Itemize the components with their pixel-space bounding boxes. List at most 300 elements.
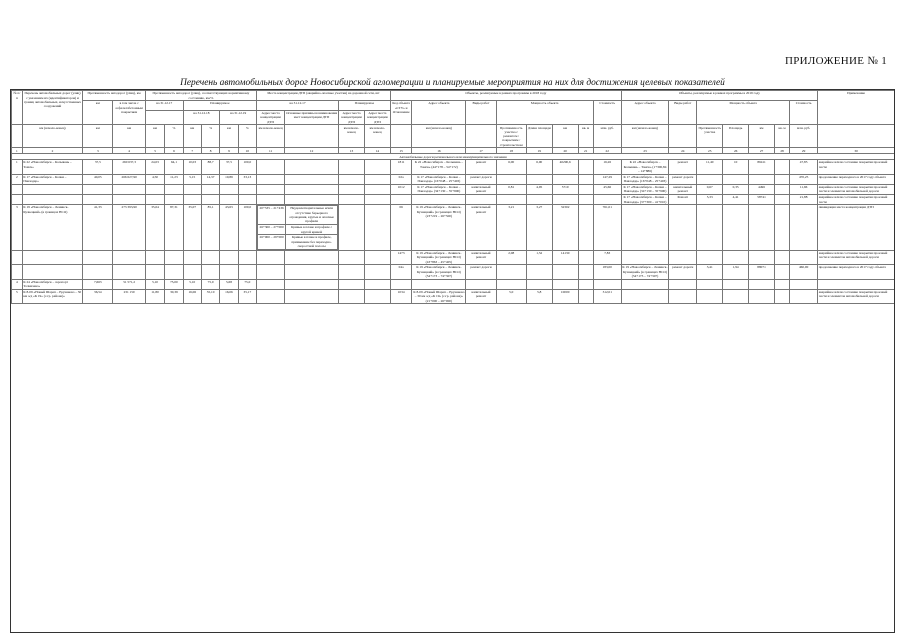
object-address-2019 [621, 279, 668, 289]
cost-2019: 460,00 [790, 265, 818, 279]
unit-cell: кв. м [578, 125, 593, 148]
column-number: 12 [285, 148, 339, 154]
hdr-capacity-2018: Мощность объекта [496, 101, 593, 125]
work-type-2019 [669, 279, 697, 289]
capacity-area-2018: 32302 [552, 205, 578, 250]
column-number: 22 [593, 148, 621, 154]
note: аварийное и/или состояние покрытия проезжей части [818, 160, 895, 174]
capacity-length-2018 [496, 174, 526, 184]
table-row [12, 194, 895, 204]
row-number: 4 [12, 279, 23, 289]
capacity-length-2018: 0,81 [496, 184, 526, 194]
capacity-extra-2019 [774, 289, 789, 303]
cost-2018: 45,66 [593, 184, 621, 194]
work-type-2018: капитальный ремонт [466, 184, 496, 194]
km-2019 [220, 265, 238, 279]
capacity-area-2019: 4496 [749, 184, 775, 194]
capacity-area-2019 [749, 289, 775, 303]
length-km: 37,5 [83, 160, 113, 174]
dtp-address [257, 289, 285, 303]
unit-cell [285, 125, 339, 148]
capacity-length-2019 [697, 174, 723, 184]
pct-2017 [165, 194, 183, 204]
cost-2018: 7,83 [593, 250, 621, 264]
cost-2019 [790, 289, 818, 303]
asphalt-length: 51 571,2 [113, 279, 145, 289]
cost-2018 [593, 279, 621, 289]
km-2017: 11,80 [145, 289, 164, 303]
capacity-length-2018 [496, 265, 526, 279]
road-name [22, 250, 82, 264]
unit-cell [669, 125, 697, 148]
object-address-2018: К 8-09 «Новый Шарап – Ерунаково – 30 км а/д «К 19» (с.гр. района)» (21+000 – 26+000) [413, 290, 465, 303]
capacity-width-2019 [723, 205, 749, 250]
capacity-extra-2018 [578, 250, 593, 264]
work-type-2018 [466, 279, 496, 289]
work-type-2018: ремонт дороги [466, 265, 496, 279]
capacity-width-2018: 5,8 [526, 289, 552, 303]
column-number: 29 [790, 148, 818, 154]
capacity-length-2019: 11,40 [697, 160, 723, 174]
note: аварийное и/или состояние покрытия проезжей части и элементов автомобильной дороги [818, 289, 895, 303]
dtp-addr-2018 [339, 279, 365, 289]
dtp-addr-2018 [339, 194, 365, 204]
table-row [12, 160, 895, 174]
column-number: 25 [697, 148, 723, 154]
object-code-2018: 04а [390, 265, 412, 279]
km-2017: 35,04 [145, 205, 164, 250]
km-2019 [220, 194, 238, 204]
unit-cell: км [220, 125, 238, 148]
length-km: 36,54 [83, 289, 113, 303]
dtp-addr-2019 [364, 265, 390, 279]
row-number: 2 [12, 174, 23, 184]
unit-cell [818, 125, 895, 148]
capacity-width-2018 [526, 194, 552, 204]
dtp-addr-2018 [339, 250, 365, 264]
column-number: 6 [165, 148, 183, 154]
object-address-2018 [412, 279, 466, 289]
hdr-km17-blank [145, 110, 183, 124]
km-2018 [183, 194, 201, 204]
capacity-length-2019: 0,67 [697, 184, 723, 194]
length-km: 7,663 [83, 279, 113, 289]
km-2019: 43,63 [220, 205, 238, 250]
row-number: 3 [12, 205, 23, 250]
hdr-note: Примечание [818, 91, 895, 125]
object-code-2018: 06 [390, 205, 412, 250]
asphalt-length: 266 627,90 [113, 174, 145, 184]
hdr-dtp-planned: Планируемое [339, 101, 391, 111]
capacity-width-2019: 1,94 [723, 265, 749, 279]
km-2018: 10,03 [183, 160, 201, 174]
units-row [12, 125, 895, 148]
capacity-extra-2019 [774, 250, 789, 264]
capacity-length-2018 [496, 194, 526, 204]
column-number: 13 [339, 148, 365, 154]
object-address-2018: К 19 «Новосибирск – Ленинск-Кузнецкий» (в границах НСО) (54+173 – 74+307) [412, 265, 466, 279]
km-2019: 5,68 [220, 279, 238, 289]
capacity-extra-2019 [774, 265, 789, 279]
capacity-area-2019 [749, 174, 775, 184]
unit-cell [390, 125, 412, 148]
dtp-addr-2018 [339, 265, 365, 279]
capacity-extra-2018 [578, 289, 593, 303]
column-number: 30 [818, 148, 895, 154]
hdr-address-2018: Адрес объекта [412, 101, 466, 125]
pct-2017: 75,00 [165, 279, 183, 289]
dtp-addr-2019 [364, 184, 390, 194]
object-address-2018: К 22 «Новосибирск – Колывань – Томск» (44+178 – 54+172) [412, 160, 466, 174]
column-number: 18 [496, 148, 526, 154]
asphalt-length [113, 250, 145, 264]
column-number: 11 [257, 148, 285, 154]
capacity-length-2019: 5,33 [697, 194, 723, 204]
km-2018 [183, 184, 201, 194]
pct-2018: 35,10 [201, 289, 219, 303]
dtp-reason: Неудовлетворительные и/или отсутствие барьерного ограждения, крутые и опасные профили [286, 206, 338, 225]
dtp-address: 20+535 – 21+436 [258, 206, 286, 225]
column-number: 28 [774, 148, 789, 154]
cost-2018: 16,26 [593, 160, 621, 174]
unit-cell [12, 125, 23, 148]
unit-cell: млн. руб. [593, 125, 621, 148]
unit-cell: км (начало-конец) [621, 125, 668, 148]
km-2019: 16,06 [220, 289, 238, 303]
object-address-2018 [412, 194, 466, 204]
km-2017 [145, 265, 164, 279]
row-number [12, 265, 23, 279]
dtp-reason [285, 279, 339, 289]
km-2017: 5,10 [145, 279, 164, 289]
column-number: 26 [723, 148, 749, 154]
asphalt-length: 260 637,3 [113, 160, 145, 174]
column-number: 3 [83, 148, 113, 154]
object-code-2018 [390, 279, 412, 289]
object-address-2019: К 22 «Новосибирск – Колывань – Томск» (1+300,84 – 14+886) [621, 160, 668, 174]
hdr-works-2019: Объекты, реализуемые в рамках программы в 2019 году [621, 91, 817, 101]
work-type-2019: Ремонт [669, 194, 697, 204]
section-caption: Автомобильные дороги регионального или межмуниципального значения [12, 154, 895, 160]
work-type-2019 [669, 205, 697, 250]
dtp-addr-2018 [339, 160, 365, 174]
hdr-capacity-2019: Мощность объекта [697, 101, 790, 125]
capacity-area-2019 [749, 279, 775, 289]
dtp-address [257, 265, 285, 279]
table-row [12, 250, 895, 264]
pct-2019 [238, 194, 256, 204]
object-address-2019: К 19 «Новосибирск – Ленинск-Кузнецкий» (в границах НСО) (54+173 – 74+307) [622, 265, 668, 278]
capacity-extra-2018 [578, 205, 593, 250]
column-number: 24 [669, 148, 697, 154]
capacity-width-2018 [526, 174, 552, 184]
table-row [12, 279, 895, 289]
dtp-reason: Кривые в плане и профиле, примыкание без переходно-скоростной полосы [286, 235, 338, 249]
pct-2018 [201, 194, 219, 204]
unit-cell: Протяженность участка [697, 125, 723, 148]
asphalt-length: 231 150 [113, 289, 145, 303]
dtp-address [257, 184, 285, 194]
unit-cell: км [83, 125, 113, 148]
pct-2017 [165, 265, 183, 279]
hdr-total-km: км [83, 101, 113, 125]
hdr-cost-2018: Стоимость [593, 101, 621, 125]
object-address-2019 [621, 205, 668, 250]
register-table [11, 90, 895, 304]
unit-cell: Протяженность участка с ремонтом / покрытием / строительством [496, 125, 526, 148]
capacity-extra-2018 [578, 194, 593, 204]
hdr-address-2019: Адрес объекта [621, 101, 668, 125]
capacity-area-2018: 40290,6 [552, 160, 578, 174]
table-row [12, 205, 895, 250]
capacity-length-2018: 2,08 [496, 250, 526, 264]
cost-2018: 761,01 [593, 205, 621, 250]
dtp-reason [285, 184, 339, 194]
road-name: К 19 «Новосибирск – Ленинск-Кузнецкий» (в границах НСО) [22, 205, 82, 250]
hdr-dtp-addr-18: Адрес места концентрации ДТП [339, 110, 365, 124]
length-km [83, 194, 113, 204]
work-type-2018: капитальный ремонт [466, 289, 496, 303]
km-2017: 24,03 [145, 160, 164, 174]
pct-2017: 30,39 [165, 289, 183, 303]
cost-2019: 11,66 [790, 184, 818, 194]
unit-cell: Длина площади [526, 125, 552, 148]
pct-2018: 88,7 [201, 160, 219, 174]
km-2019: 10,89 [220, 174, 238, 184]
capacity-length-2018: 5,0 [496, 289, 526, 303]
cost-2019 [790, 279, 818, 289]
capacity-length-2019 [697, 289, 723, 303]
work-type-2019: ремонт [669, 160, 697, 174]
capacity-width-2019: 4,41 [723, 194, 749, 204]
unit-cell: км (начало-конец) [22, 125, 82, 148]
pct-2017: 64,1 [165, 160, 183, 174]
dtp-reason: Кривые в плане и профиле с крутой кривой [286, 224, 338, 234]
pct-2017: 11,23 [165, 174, 183, 184]
column-number: 7 [183, 148, 201, 154]
hdr-length: Протяженность автодорог (улиц), км [83, 91, 146, 101]
length-km [83, 265, 113, 279]
capacity-length-2019 [697, 279, 723, 289]
capacity-length-2019: 3,41 [697, 265, 723, 279]
km-2017: 4,50 [145, 174, 164, 184]
hdr-normative: Протяженность автодорог (улиц), соответствующих нормативному состоянию, км/% [145, 91, 256, 101]
dtp-list [257, 205, 339, 250]
km-2018 [183, 265, 201, 279]
capacity-area-2018: 14130 [552, 250, 578, 264]
pct-2018: 75,0 [201, 279, 219, 289]
capacity-area-2018: 10000 [552, 289, 578, 303]
km-2018: 35,07 [183, 205, 201, 250]
object-code-2018: 1034 [390, 289, 412, 303]
asphalt-length [113, 184, 145, 194]
work-type-2018: капитальный ремонт [466, 250, 496, 264]
row-number [12, 250, 23, 264]
note: аварийное и/или состояние покрытия проезжей части и элементов автомобильной дороги [818, 250, 895, 264]
asphalt-length [113, 265, 145, 279]
note [818, 279, 895, 289]
dtp-item [258, 235, 338, 249]
work-type-2019: ремонт дороги [669, 174, 697, 184]
capacity-width-2019: 10 [723, 160, 749, 174]
length-km: 40,05 [83, 174, 113, 184]
dtp-addr-2019 [364, 279, 390, 289]
column-number: 16 [412, 148, 466, 154]
capacity-width-2019 [723, 289, 749, 303]
hdr-dtp-reason: Основные причины возникновения мест концентрации ДТП [285, 110, 339, 124]
object-code-2018: 1012 [390, 184, 412, 194]
object-address-2018: К 17 «Новосибирск – Кочки – Павлодар» (16+048 – 25+403) [412, 174, 466, 184]
hdr-num: № п/п [12, 91, 23, 125]
capacity-length-2019 [697, 250, 723, 264]
dtp-reason [285, 160, 339, 174]
row-number: 1 [12, 160, 23, 174]
object-address-2018: К 19 «Новосибирск – Ленинск-Кузнецкий» (в границах НСО) (43+863 – 45+405) [412, 250, 466, 264]
capacity-area-2018 [552, 279, 578, 289]
asphalt-length: 273 393,90 [113, 205, 145, 250]
capacity-width-2018: 4,95 [526, 184, 552, 194]
work-type-2018: капитальный ремонт [466, 205, 496, 250]
dtp-addr-2019 [364, 174, 390, 184]
dtp-address [257, 194, 285, 204]
road-name: К 8-09 «Новый Шарап – Ерунаково – 30 км а/д «К 19» (с.гр. района)» [22, 289, 82, 303]
asphalt-length [113, 194, 145, 204]
pct-2019: 100,0 [238, 205, 256, 250]
capacity-length-2018 [496, 279, 526, 289]
unit-cell: км [183, 125, 201, 148]
capacity-width-2018: 1,52 [526, 250, 552, 264]
km-2017 [145, 194, 164, 204]
capacity-width-2019 [723, 250, 749, 264]
dtp-reason [285, 250, 339, 264]
unit-cell: км [145, 125, 164, 148]
note: продолжение переходного в 2017 году объекта [818, 174, 895, 184]
capacity-width-2018: 3,27 [526, 205, 552, 250]
capacity-width-2018 [526, 279, 552, 289]
appendix-label: ПРИЛОЖЕНИЕ № 1 [784, 55, 887, 67]
note: аварийное и/или состояние покрытия проезжей части [818, 194, 895, 204]
pct-2017 [165, 250, 183, 264]
capacity-extra-2018 [578, 265, 593, 279]
capacity-width-2019: 0,35 [723, 184, 749, 194]
work-type-2019: ремонт дороги [669, 265, 697, 279]
capacity-extra-2019 [774, 174, 789, 184]
hdr-on-2019: на 31.12.19 [220, 110, 257, 124]
length-km: 41,33 [83, 205, 113, 250]
hdr-asphalt: в том числе с асфальтобетонным покрытием [113, 101, 145, 125]
hdr-dtp-address: Адрес места концентрации ДТП [257, 110, 285, 124]
object-address-2019: К 17 «Новосибирск – Кочки – Павлодар» (37+300 – 41+010) [621, 194, 668, 204]
object-code-2018: 1811 [390, 160, 412, 174]
capacity-length-2018: 3,21 [496, 205, 526, 250]
work-type-2019 [669, 289, 697, 303]
document-title: Перечень автомобильных дорог Новосибирской агломерации и планируемые мероприятия на них для достижения целевых показателей [180, 78, 725, 88]
km-2017 [145, 184, 164, 194]
unit-cell: % [165, 125, 183, 148]
km-2019 [220, 250, 238, 264]
capacity-extra-2019 [774, 205, 789, 250]
dtp-addr-2019 [364, 194, 390, 204]
unit-cell: км начало-конец [364, 125, 390, 148]
object-code-2018: 1473 [390, 250, 412, 264]
pct-2017: 87,31 [165, 205, 183, 250]
capacity-extra-2018 [578, 174, 593, 184]
hdr-cost-2019: Стоимость [790, 101, 818, 125]
dtp-reason [285, 265, 339, 279]
cost-2019: 47,85 [790, 160, 818, 174]
dtp-addr-2019 [364, 289, 390, 303]
table-row [12, 184, 895, 194]
dtp-addr-2019 [364, 160, 390, 174]
column-number: 4 [113, 148, 145, 154]
table-row [12, 289, 895, 303]
pct-2019 [238, 184, 256, 194]
length-km [83, 250, 113, 264]
km-2019 [220, 184, 238, 194]
capacity-extra-2018 [578, 184, 593, 194]
object-address-2018: К 17 «Новосибирск – Кочки – Павлодар» (34+130 – 35+900) [412, 184, 466, 194]
column-number: 20 [552, 148, 578, 154]
dtp-address [257, 250, 285, 264]
cost-2018: 183,00 [593, 265, 621, 279]
capacity-extra-2019 [774, 184, 789, 194]
capacity-area-2019: 88071 [749, 265, 775, 279]
hdr-worktype-2019: Виды работ [669, 101, 697, 125]
dtp-addr-2018 [339, 184, 365, 194]
column-number: 10 [238, 148, 256, 154]
dtp-address [257, 174, 285, 184]
pct-2018 [201, 250, 219, 264]
dtp-reason [285, 194, 339, 204]
object-code-2018: 02а [390, 174, 412, 184]
column-number: 5 [145, 148, 164, 154]
cost-2019: 470,25 [790, 174, 818, 184]
hdr-obj-code: Код объекта «СТУ» и Отношение [390, 101, 412, 125]
dtp-item [258, 224, 338, 234]
row-number [12, 184, 23, 194]
km-2018: 5,15 [183, 174, 201, 184]
pct-2019: 100,0 [238, 160, 256, 174]
dtp-address [257, 160, 285, 174]
column-number: 14 [364, 148, 390, 154]
pct-2019 [238, 250, 256, 264]
km-2018 [183, 250, 201, 264]
unit-cell: Площадь [723, 125, 749, 148]
road-name [22, 194, 82, 204]
column-number: 2 [22, 148, 82, 154]
capacity-width-2019 [723, 279, 749, 289]
object-address-2019: К 17 «Новосибирск – Кочки – Павлодар» (16+048 – 25+403) [621, 174, 668, 184]
unit-cell: кв. м [774, 125, 789, 148]
column-number: 15 [390, 148, 412, 154]
column-number: 1 [12, 148, 23, 154]
hdr-dtp-addr-19: Адрес места концентрации ДТП [364, 110, 390, 124]
object-address-2018: К 19 «Новосибирск – Ленинск-Кузнецкий» (в границах НСО) (23+219 – 26+500) [412, 205, 466, 250]
cost-2019 [790, 205, 818, 250]
cost-2018: 147,29 [593, 174, 621, 184]
dtp-address: 26+000 – 29+000 [258, 235, 286, 249]
capacity-area-2018 [552, 194, 578, 204]
dtp-addr-2019 [364, 250, 390, 264]
column-number: 19 [526, 148, 552, 154]
road-name: К 17 «Новосибирск – Кочки – Павлодар» [22, 174, 82, 184]
road-name: К 24 «Новосибирск – аэропорт Толмачево» [22, 279, 82, 289]
cost-2018: 312,01 [593, 289, 621, 303]
work-type-2019 [669, 250, 697, 264]
column-number: 23 [621, 148, 668, 154]
length-km [83, 184, 113, 194]
pct-2018 [201, 184, 219, 194]
